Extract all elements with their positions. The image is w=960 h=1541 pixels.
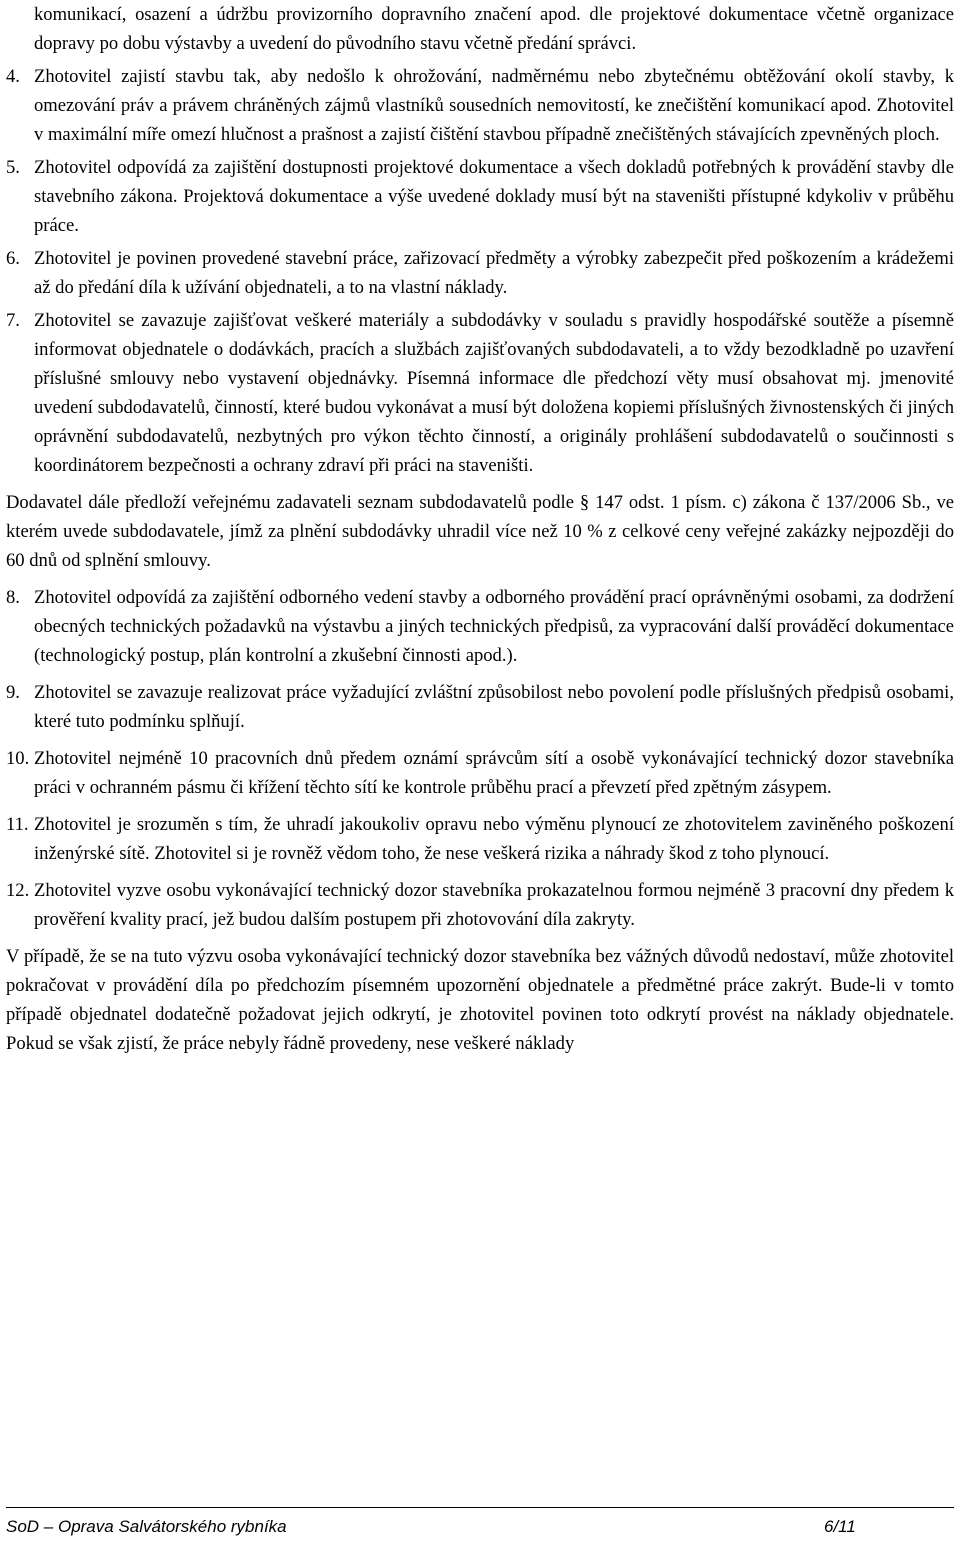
list-item-12 [6,876,954,934]
item-number: 10. [6,748,30,769]
list-item-10 [6,744,954,802]
supplier-paragraph: Dodavatel dále předloží veřejnému zadavateli seznam subdodavatelů podle § 147 odst. 1 písm. c) zákona č 137/2006 Sb., ve kterém uvede subdodavatele, jímž za plnění subdodávky uhradil více než 10 % z celkové ceny veřejné zakázky nejpozději do 60 dnů od splnění smlouvy. [6,492,954,571]
list-item-8 [6,583,954,670]
footer-title: SoD – Oprava Salvátorského rybníka [6,1517,287,1536]
item-text: Zhotovitel zajistí stavbu tak, aby nedošlo k ohrožování, nadměrnému nebo zbytečnému obtěžování okolí stavby, k omezování práv a právem chráněných zájmů vlastníků sousedních nemovitostí, ke znečištění komunikací apod. Zhotovitel v maximální míře omezí hlučnost a prašnost a zajistí čištění stavbou případně znečištěných stávajících zpevněných ploch. [34,66,954,145]
item-text: Zhotovitel odpovídá za zajištění dostupnosti projektové dokumentace a všech dokladů potřebných k provádění stavby dle stavebního zákona. Projektová dokumentace a výše uvedené doklady musí být na staveništi přístupné kdykoliv v průběhu práce. [34,157,954,236]
list-item-6 [6,244,954,302]
item-number: 4. [6,66,20,87]
document-body [6,0,954,1058]
page-footer [6,1507,954,1536]
list-item-7 [6,306,954,480]
item-text: Zhotovitel se zavazuje zajišťovat veškeré materiály a subdodávky v souladu s pravidly hospodářské soutěže a písemně informovat objednatele o dodávkách, pracích a službách zajišťovaných subdodavateli, a to vždy bezodkladně po uzavření příslušné smlouvy nebo vystavení objednávky. Písemná informace dle předchozí věty musí obsahovat mj. jmenovité uvedení subdodavatelů, činností, které budou vykonávat a musí být doložena kopiemi příslušných živnostenských či jiných oprávnění subdodavatelů, nezbytných pro výkon těchto činností, a originály prohlášení subdodavatelů o součinnosti s koordinátorem bezpečnosti a ochrany zdraví při práci na staveništi. [34,310,954,476]
item-number: 9. [6,682,20,703]
item-text: Zhotovitel je srozuměn s tím, že uhradí jakoukoliv opravu nebo výměnu plynoucí ze zhotovitelem zaviněného poškození inženýrské sítě. Zhotovitel si je rovněž vědom toho, že nese veškerá rizika a náhrady škod z toho plynoucí. [34,814,954,864]
item-number: 8. [6,587,20,608]
item-text: Zhotovitel se zavazuje realizovat práce vyžadující zvláštní způsobilost nebo povolení podle příslušných předpisů osobami, které tuto podmínku splňují. [34,682,954,732]
page-number: 6/11 [824,1517,856,1536]
intro-continuation: komunikací, osazení a údržbu provizorního dopravního značení apod. dle projektové dokumentace včetně organizace dopravy po dobu výstavby a uvedení do původního stavu včetně předání správci. [34,4,954,54]
list-item-4 [6,62,954,149]
item-number: 11. [6,814,29,835]
item-text: Zhotovitel vyzve osobu vykonávající technický dozor stavebníka prokazatelnou formou nejméně 3 pracovní dny předem k prověření kvality prací, jež budou dalším postupem při zhotovování díla zakryty. [34,880,954,930]
item-text: Zhotovitel odpovídá za zajištění odborného vedení stavby a odborného provádění prací oprávněnými osobami, za dodržení obecných technických požadavků na výstavbu a jiných technických předpisů, za vypracování další prováděcí dokumentace (technologický postup, plán kontrolní a zkušební činnosti apod.). [34,587,954,666]
item-text: Zhotovitel je povinen provedené stavební práce, zařizovací předměty a výrobky zabezpečit před poškozením a krádežemi až do předání díla k užívání objednateli, a to na vlastní náklady. [34,248,954,298]
item-number: 5. [6,157,20,178]
item-number: 6. [6,248,20,269]
closing-paragraph: V případě, že se na tuto výzvu osoba vykonávající technický dozor stavebníka bez vážných důvodů nedostaví, může zhotovitel pokračovat v provádění díla po předchozím písemném upozornění objednatele a předmětné práce zakrýt. Bude-li v tomto případě objednatel dodatečně požadovat jejich odkrytí, je zhotovitel povinen toto odkrytí provést na náklady objednatele. Pokud se však zjistí, že práce nebyly řádně provedeny, nese veškeré náklady [6,946,954,1054]
list-item-9 [6,678,954,736]
item-number: 12. [6,880,30,901]
list-item-5 [6,153,954,240]
item-text: Zhotovitel nejméně 10 pracovních dnů předem oznámí správcům sítí a osobě vykonávající technický dozor stavebníka práci v ochranném pásmu či křížení těchto sítí ke kontrole průběhu prací a převzetí před zpětným zásypem. [34,748,954,798]
list-item-11 [6,810,954,868]
item-number: 7. [6,310,20,331]
